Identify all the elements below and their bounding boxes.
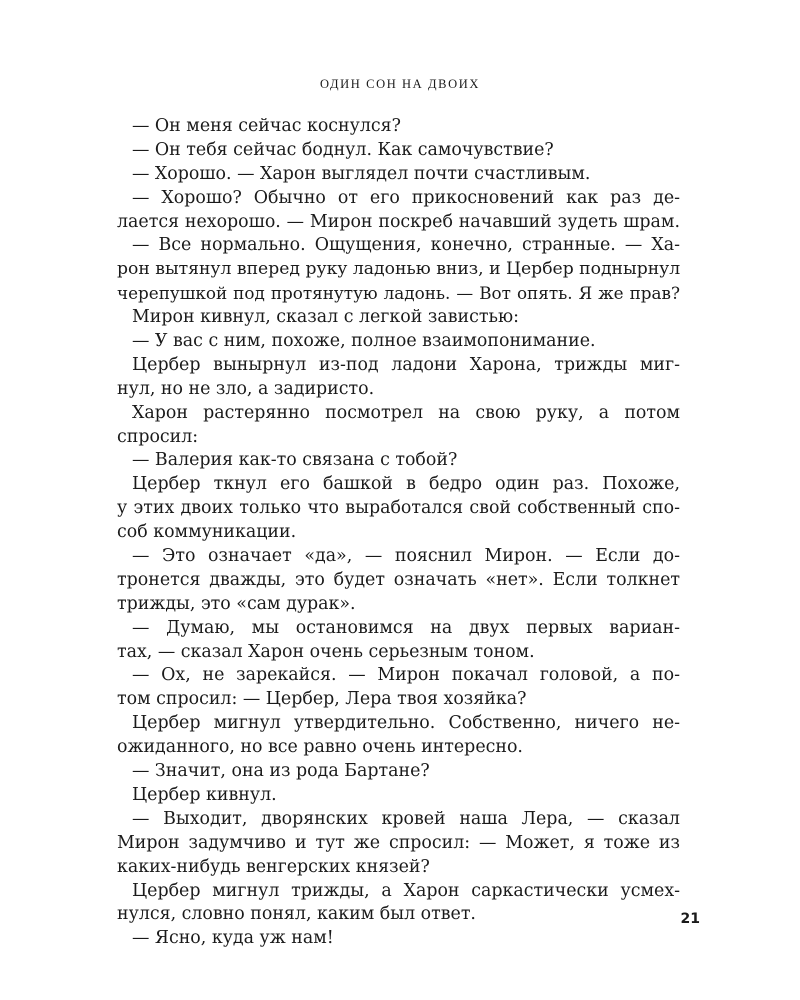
text-line: — У вас с ним, похоже, полное взаимопонимание. [132,331,596,352]
text-line: ожиданного, но все равно очень интересно. [117,737,523,758]
text-line: соб коммуникации. [117,522,297,543]
text-line: черепушкой под протянутую ладонь. — Вот опять. Я же прав? [117,283,680,304]
text-line: нулся, словно понял, каким был ответ. [117,904,476,925]
text-line: спросил: [117,426,199,447]
text-line: — Он тебя сейчас боднул. Как самочувствие? [132,139,554,160]
text-line: — Думаю, мы остановимся на двух первых вариан- [132,617,680,638]
page-number: 21 [680,911,700,927]
text-line: нул, но не зло, а задиристо. [117,378,375,399]
text-line: — Это означает «да», — пояснил Мирон. — Если до- [132,546,680,567]
text-line: — Все нормально. Ощущения, конечно, странные. — Ха- [132,235,680,256]
text-line: Цербер мигнул трижды, а Харон саркастически усмех- [132,880,680,901]
text-line: тронется дважды, это будет означать «нет». Если толкнет [117,569,680,590]
text-line: — Хорошо. — Харон выглядел почти счастливым. [132,163,591,184]
text-line: Мирон кивнул, сказал с легкой завистью: [132,307,519,328]
text-line: лается нехорошо. — Мирон поскреб начавший зудеть шрам. [117,211,680,232]
text-line: тах, — сказал Харон очень серьезным тоном. [117,641,535,662]
running-head: ОДИН СОН НА ДВОИХ [320,77,480,91]
text-line: трижды, это «сам дурак». [117,593,356,614]
text-line: Цербер мигнул утвердительно. Собственно, ничего не- [132,713,680,734]
body-text [117,115,680,951]
text-line: Харон растерянно посмотрел на свою руку, а потом [132,402,680,423]
text-line: Цербер вынырнул из-под ладони Харона, трижды миг- [132,354,680,375]
text-line: Цербер кивнул. [132,784,277,805]
text-line: — Выходит, дворянских кровей наша Лера, — сказал [132,808,680,829]
text-line: — Валерия как-то связана с тобой? [132,450,458,471]
text-line: Цербер ткнул его башкой в бедро один раз. Похоже, [132,474,680,495]
text-line: том спросил: — Цербер, Лера твоя хозяйка? [117,689,527,710]
text-line: рон вытянул вперед руку ладонью вниз, и Цербер поднырнул [117,259,681,280]
text-line: — Ясно, куда уж нам! [132,928,334,949]
text-line: — Значит, она из рода Бартане? [132,761,430,782]
text-line: — Хорошо? Обычно от его прикосновений как раз де- [132,187,680,208]
text-line: — Он меня сейчас коснулся? [132,116,401,136]
text-line: Мирон задумчиво и тут же спросил: — Может, я тоже из [117,832,680,853]
text-line: — Ох, не зарекайся. — Мирон покачал головой, а по- [132,665,680,686]
text-line: у этих двоих только что выработался свой собственный спо- [117,498,680,519]
text-line: каких-нибудь венгерских князей? [117,856,430,877]
